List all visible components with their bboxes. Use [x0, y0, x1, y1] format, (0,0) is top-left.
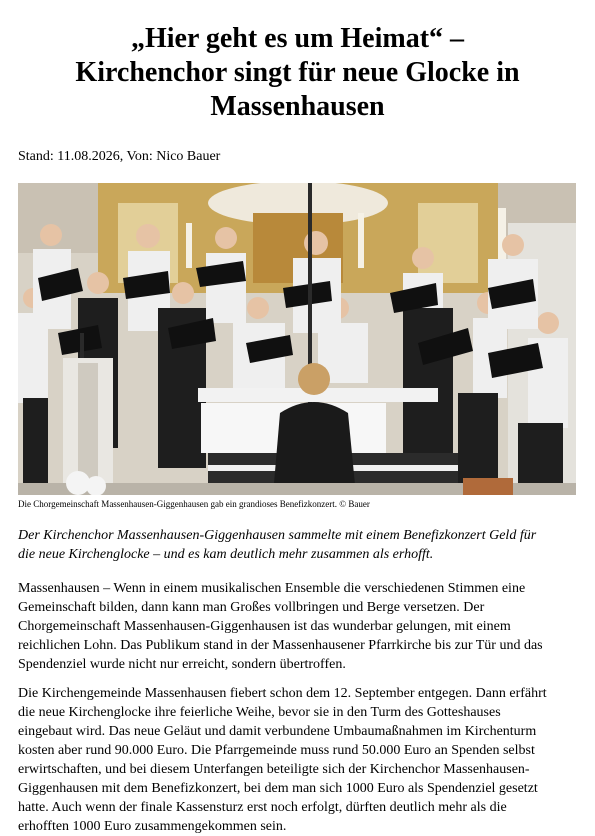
paragraph-line: Chorgemeinschaft Massenhausen-Giggenhausen ist das wunderbar gelungen, mit einem: [18, 619, 511, 634]
lead-line: Der Kirchenchor Massenhausen-Giggenhausen sammelte mit einem Benefizkonzert Geld für: [18, 528, 537, 543]
paragraph-line: Gemeinschaft bilden, dann kann man Großes vollbringen und Berge versetzen. Der: [18, 600, 485, 615]
paragraph-line: hatte. Auch wenn der finale Kassensturz erst noch erfolgt, dürften deutlich mehr als die: [18, 800, 507, 815]
article-byline: Stand: 11.08.2026, Von: Nico Bauer: [18, 149, 221, 164]
paragraph-line: die neue Kirchenglocke ihre feierliche Weihe, bevor sie in den Turm des Gotteshauses: [18, 705, 501, 720]
paragraph-line: erwirtschaften, und bei diesem Unterfangen beteiligte sich der Kirchenchor Massenhausen-: [18, 762, 530, 777]
image-caption: Die Chorgemeinschaft Massenhausen-Giggenhausen gab ein grandioses Benefizkonzert. © Bauer: [18, 499, 370, 509]
paragraph-line: Die Kirchengemeinde Massenhausen fiebert schon dem 12. September entgegen. Dann erfährt: [18, 686, 547, 701]
paragraph-line: eingebaut wird. Das neue Geläut und damit verbundene Umbaumaßnahmen im Kirchenturm: [18, 724, 537, 739]
article-title: [10, 22, 585, 124]
title-line: Kirchenchor singt für neue Glocke in: [75, 57, 520, 88]
article-lead: [18, 526, 590, 564]
title-line: „Hier geht es um Heimat“ –: [130, 23, 465, 54]
lead-line: die neue Kirchenglocke – und es kam deutlich mehr zusammen als erhofft.: [18, 547, 434, 562]
article-paragraph-1: [18, 579, 592, 674]
paragraph-line: Massenhausen – Wenn in einem musikalischen Ensemble die verschiedenen Stimmen eine: [18, 581, 526, 596]
title-line: Massenhausen: [210, 91, 385, 122]
paragraph-line: kosten aber rund 90.000 Euro. Die Pfarrgemeinde muss rund 50.000 Euro an Spenden selbst: [18, 743, 535, 758]
article-paragraph-2: [18, 684, 592, 836]
paragraph-line: Giggenhausen mit dem Benefizkonzert, bei dem man sich 1000 Euro als Spendenziel gesetzt: [18, 781, 538, 796]
paragraph-line: Spendenziel wurde nicht nur erreicht, sondern übertroffen.: [18, 657, 346, 672]
paragraph-line: erhofften 1000 Euro zusammengekommen sein.: [18, 819, 287, 834]
paragraph-line: reichlichen Lohn. Das Publikum stand in der Massenhausener Pfarrkirche bis zur Tür und das: [18, 638, 543, 653]
choir-photo: [18, 183, 576, 495]
